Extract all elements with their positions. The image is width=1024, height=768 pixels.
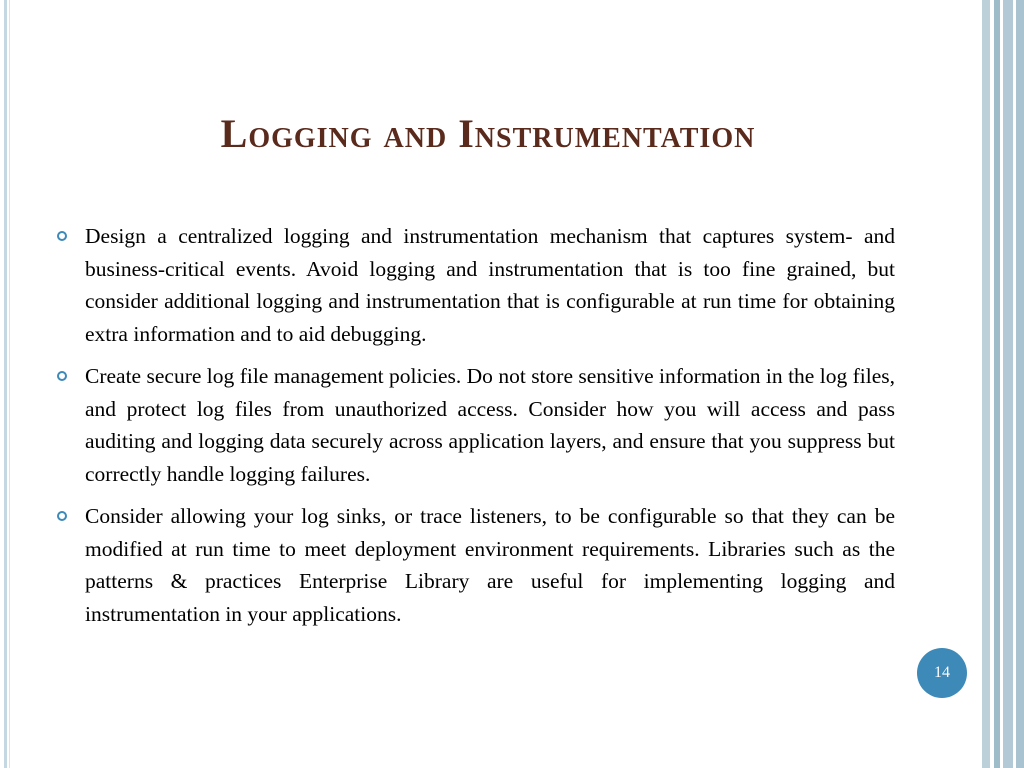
bullet-circle-icon	[57, 371, 67, 381]
right-frame-border	[976, 0, 1024, 768]
slide-title: Logging and Instrumentation	[220, 111, 756, 156]
slide-content	[55, 220, 895, 640]
bullet-item	[55, 360, 895, 490]
bullet-item	[55, 500, 895, 630]
page-number: 14	[934, 664, 950, 681]
bullet-text: Design a centralized logging and instrumentation mechanism that captures system- and business-critical events. Avoid logging and instrumentation that is too fine grained, but consider additional logging and instrumentation that is configurable at run time for obtaining extra information and to aid debugging.	[85, 224, 895, 346]
bullet-text: Create secure log file management policies. Do not store sensitive information in the log files, and protect log files from unauthorized access. Consider how you will access and pass auditing and logging data securely across application layers, and ensure that you suppress but correctly handle logging failures.	[85, 364, 895, 486]
bullet-text: Consider allowing your log sinks, or trace listeners, to be configurable so that they can be modified at run time to meet deployment environment requirements. Libraries such as the patterns & practices Enterprise Library are useful for implementing logging and instrumentation in your applications.	[85, 504, 895, 626]
page-number-badge	[917, 648, 967, 698]
bullet-item	[55, 220, 895, 350]
bullet-circle-icon	[57, 231, 67, 241]
bullet-circle-icon	[57, 511, 67, 521]
